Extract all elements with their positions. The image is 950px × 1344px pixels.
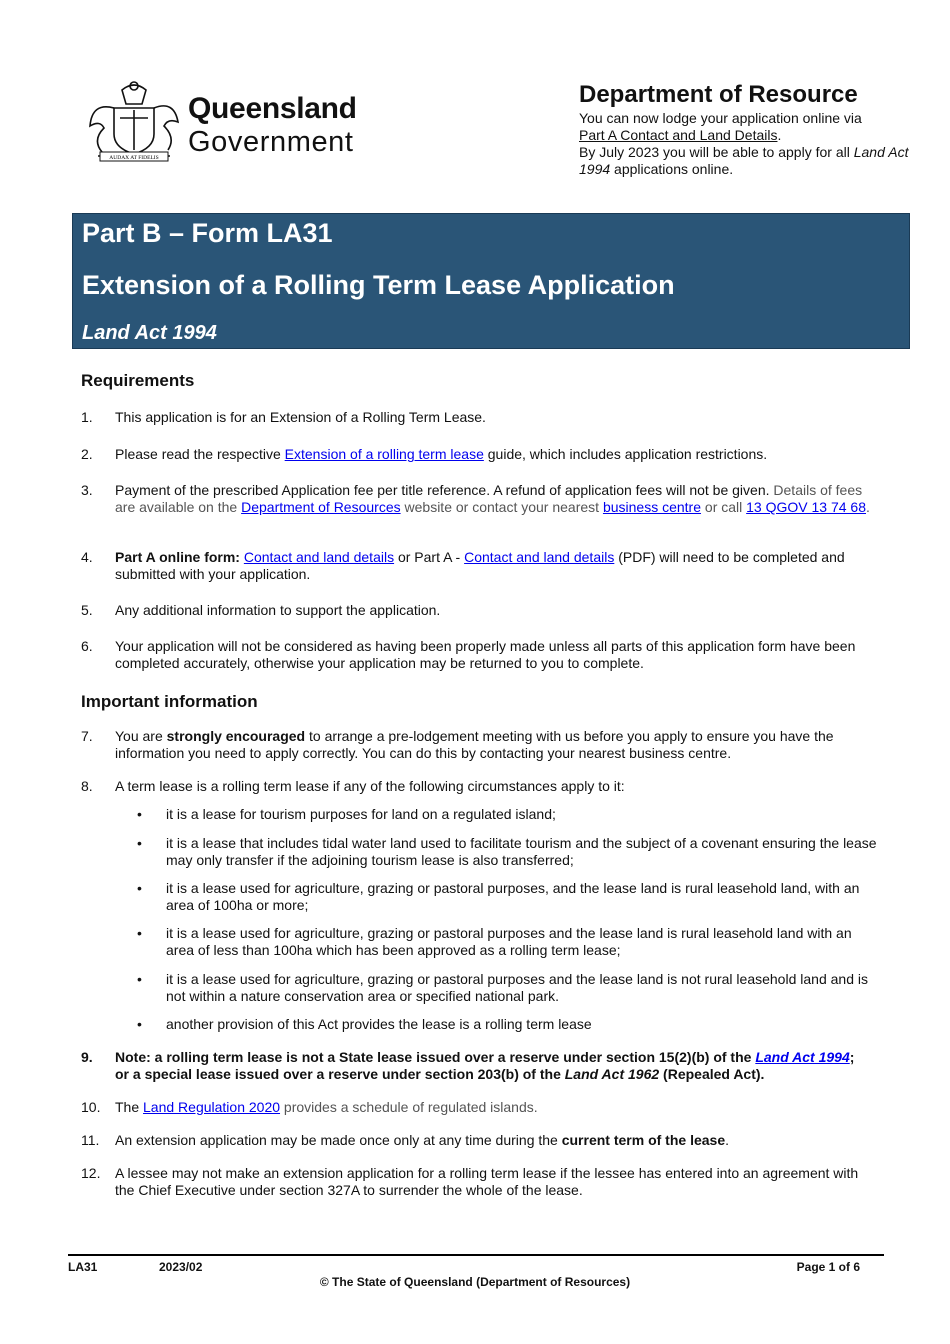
footer-page-number: Page 1 of 6 [796,1260,860,1274]
contact-land-details-online-link[interactable]: Contact and land details [243,549,395,565]
part-a-contact-link[interactable]: Part A Contact and Land Details [579,127,778,143]
coat-of-arms-icon [86,78,182,164]
list-item: 12. A lessee may not make an extension application for a rolling term lease if the lessee has entered into an agreement with the Chief Executive under section 327A to surrender the whole of the lease. [81,1165,859,1198]
requirements-heading: Requirements [81,371,195,390]
list-item: 5. Any additional information to support the application. [81,602,441,618]
bullet-item: • it is a lease that includes tidal water land used to facilitate tourism and the subject of a covenant ensuring the lease may only transfer if the adjoining tourism lease is also transferred; [137,835,877,868]
business-centre-link[interactable]: business centre [602,499,702,515]
land-act-1994-link[interactable]: Land Act 1994 [755,1049,850,1065]
qgov-phone-link[interactable]: 13 QGOV 13 74 68 [746,499,866,515]
department-of-resources-link[interactable]: Department of Resources [241,499,401,515]
list-item: 4. Part A online form: Contact and land details or Part A - Contact and land details (PDF) will need to be completed and submitted with your application. [81,549,845,582]
list-item: 2. Please read the respective Extension of a rolling term lease guide, which includes application restrictions. [81,446,768,462]
logo-text-queensland: Queensland [188,92,357,125]
contact-land-details-pdf-link[interactable]: Contact and land details [464,549,615,565]
list-item: 8. A term lease is a rolling term lease if any of the following circumstances apply to it: [81,778,625,794]
bullet-item: • it is a lease used for agriculture, grazing or pastoral purposes, and the lease land is rural leasehold land, with an area of 100ha or more; [137,880,860,913]
footer-form-code: LA31 [68,1260,98,1274]
bullet-item: • it is a lease used for agriculture, grazing or pastoral purposes and the lease land is rural leasehold land with an area of less than 100ha which has been approved as a rolling term lease; [137,925,852,958]
bullet-item: • another provision of this Act provides the lease is a rolling term lease [137,1016,592,1032]
extension-guide-link[interactable]: Extension of a rolling term lease [284,446,484,462]
form-part-title: Part B – Form LA31 [82,218,333,248]
logo-text-government: Government [188,126,354,158]
important-information-heading: Important information [81,692,258,711]
form-title: Extension of a Rolling Term Lease Application [82,270,675,300]
footer-divider [68,1254,884,1256]
list-item: 10. The Land Regulation 2020 provides a schedule of regulated islands. [81,1099,538,1115]
online-lodgement-text: You can now lodge your application online via Part A Contact and Land Details. By July 2023 you will be able to apply for all Land Act 1994 applications online. [579,110,909,177]
bullet-item: • it is a lease used for agriculture, grazing or pastoral purposes and the lease land is not rural leasehold land and is not within a nature conservation area or specified national park. [137,971,868,1004]
list-item: 11. An extension application may be made once only at any time during the current term of the lease. [81,1132,729,1148]
form-act: Land Act 1994 [82,322,217,344]
list-item: 1. This application is for an Extension of a Rolling Term Lease. [81,409,486,425]
list-item: 3. Payment of the prescribed Application fee per title reference. A refund of application fees will not be given. Details of fees are available on the Department of Resources website or contact your nearest business centre or call 13 QGOV 13 74 68. [81,482,870,515]
queensland-government-logo [86,78,356,168]
department-header [579,80,919,178]
svg-text:AUDAX AT FIDELIS: AUDAX AT FIDELIS [109,155,159,161]
list-item: 7. You are strongly encouraged to arrange a pre-lodgement meeting with us before you apply to ensure you have the information you need to apply correctly. You can do this by contacting your nearest business centre. [81,728,834,761]
list-item: 6. Your application will not be considered as having been properly made unless all parts of this application form have been completed accurately, otherwise your application may be returned to you to complete. [81,638,856,671]
form-title-banner [72,213,910,349]
department-title: Department of Resource [579,81,858,108]
land-regulation-2020-link[interactable]: Land Regulation 2020 [143,1099,281,1115]
list-item: 9. Note: a rolling term lease is not a State lease issued over a reserve under section 15(2)(b) of the Land Act 1994; or a special lease issued over a reserve under section 203(b) of the Land Act 1962 (Repealed Act). [81,1049,855,1082]
footer-version: 2023/02 [159,1260,203,1274]
bullet-item: • it is a lease for tourism purposes for land on a regulated island; [137,806,556,822]
footer-copyright: © The State of Queensland (Department of Resources) [319,1275,631,1289]
